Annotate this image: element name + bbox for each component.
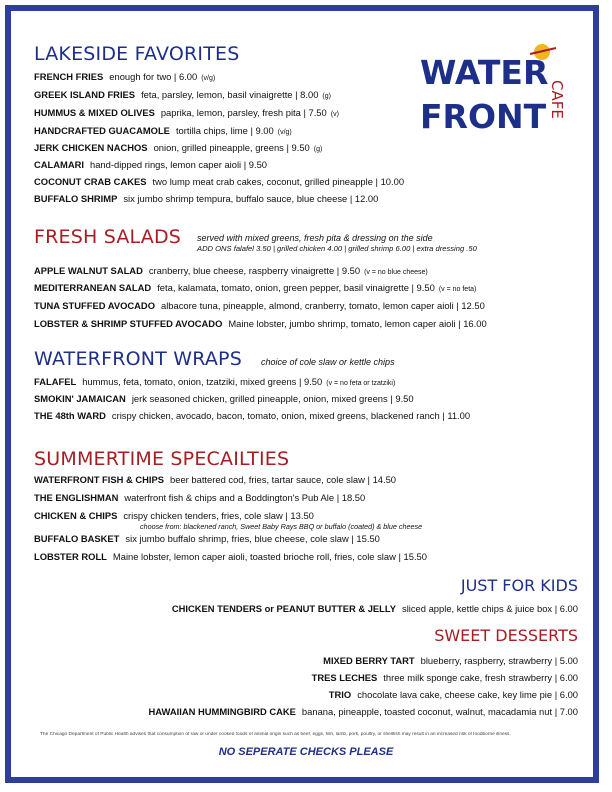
- menu-item: SMOKIN' JAMAICAN jerk seasoned chicken, grilled pineapple, onion, mixed greens | 9.50: [34, 393, 414, 404]
- salads-note: served with mixed greens, fresh pita & dressing on the side: [197, 233, 433, 243]
- wraps-note: choice of cole slaw or kettle chips: [261, 357, 395, 367]
- section-title-lakeside: LAKESIDE FAVORITES: [34, 43, 240, 65]
- menu-item: GREEK ISLAND FRIES feta, parsley, lemon, basil vinaigrette | 8.00 (g): [34, 89, 331, 100]
- menu-item: HUMMUS & MIXED OLIVES paprika, lemon, parsley, fresh pita | 7.50 (v): [34, 107, 339, 118]
- menu-item: CHICKEN & CHIPS crispy chicken tenders, fries, cole slaw | 13.50: [34, 510, 314, 521]
- menu-item: FRENCH FRIES enough for two | 6.00 (v/g): [34, 71, 216, 82]
- footer-notice: NO SEPERATE CHECKS PLEASE: [218, 746, 394, 758]
- menu-item: APPLE WALNUT SALAD cranberry, blue cheese, raspberry vinaigrette | 9.50 (v = no blue cheese): [34, 265, 428, 276]
- menu-item: WATERFRONT FISH & CHIPS beer battered cod, fries, tartar sauce, cole slaw | 14.50: [34, 474, 397, 485]
- menu-item: HANDCRAFTED GUACAMOLE tortilla chips, lime | 9.00 (v/g): [34, 125, 292, 136]
- salads-addons: ADD ONS falafel 3.50 | grilled chicken 4.00 | grilled shrimp 6.00 | extra dressing .50: [197, 244, 477, 253]
- logo-word-front: FRONT: [420, 97, 547, 136]
- menu-item: BUFFALO SHRIMP six jumbo shrimp tempura, buffalo sauce, blue cheese | 12.00: [34, 193, 379, 204]
- menu-item: FALAFEL hummus, feta, tomato, onion, tzatziki, mixed greens | 9.50 (v = no feta or tzatziki): [34, 376, 396, 387]
- menu-item: JERK CHICKEN NACHOS onion, grilled pineapple, greens | 9.50 (g): [34, 142, 323, 153]
- menu-item: TUNA STUFFED AVOCADO albacore tuna, pineapple, almond, cranberry, tomato, lemon caper aioli | 12.50: [34, 300, 485, 311]
- section-title-salads: FRESH SALADS: [34, 226, 182, 248]
- menu-item: CALAMARI hand-dipped rings, lemon caper aioli | 9.50: [34, 159, 268, 170]
- menu-item: MEDITERRANEAN SALAD feta, kalamata, tomato, onion, green pepper, basil vinaigrette | 9.50 (v = no feta): [34, 282, 477, 293]
- chicken-chips-options: choose from: blackened ranch, Sweet Baby Rays BBQ or buffalo (coated) & blue cheese: [140, 522, 423, 531]
- menu-item: BUFFALO BASKET six jumbo buffalo shrimp, fries, blue cheese, cole slaw | 15.50: [34, 533, 380, 544]
- section-title-kids: JUST FOR KIDS: [460, 576, 578, 595]
- menu-item: LOBSTER ROLL Maine lobster, lemon caper aioli, toasted brioche roll, fries, cole slaw | 15.50: [34, 551, 427, 562]
- menu-item: TRIO chocolate lava cake, cheese cake, key lime pie | 6.00: [328, 689, 578, 700]
- waterfront-cafe-logo: [420, 40, 570, 140]
- section-title-summertime: SUMMERTIME SPECAILTIES: [34, 448, 290, 470]
- menu-item: HAWAIIAN HUMMINGBIRD CAKE banana, pineapple, toasted coconut, walnut, macadamia nut | 7.00: [148, 706, 578, 717]
- health-disclaimer: The Chicago Department of Public Health advises that consumption of raw or under cooked foods of animal origin such as beef, eggs, fish, lamb, pork, poultry, or shellfish may result in an increased risk of foodborne illness.: [40, 732, 511, 737]
- menu-item: MIXED BERRY TART blueberry, raspberry, strawberry | 5.00: [323, 655, 578, 666]
- menu-item: THE ENGLISHMAN waterfront fish & chips and a Boddington's Pub Ale | 18.50: [34, 492, 366, 503]
- section-title-desserts: SWEET DESSERTS: [434, 626, 578, 645]
- menu-item: CHICKEN TENDERS or PEANUT BUTTER & JELLY sliced apple, kettle chips & juice box | 6.00: [171, 603, 578, 614]
- logo-svg: [420, 40, 570, 140]
- section-title-wraps: WATERFRONT WRAPS: [34, 348, 242, 370]
- logo-word-cafe: CAFE: [548, 80, 566, 119]
- logo-word-water: WATER: [420, 53, 549, 92]
- menu-item: TRES LECHES three milk sponge cake, fresh strawberry | 6.00: [311, 672, 578, 683]
- menu-item: LOBSTER & SHRIMP STUFFED AVOCADO Maine lobster, jumbo shrimp, tomato, lemon caper aioli | 16.00: [34, 318, 487, 329]
- menu-item: COCONUT CRAB CAKES two lump meat crab cakes, coconut, grilled pineapple | 10.00: [34, 176, 405, 187]
- menu-item: THE 48th WARD crispy chicken, avocado, bacon, tomato, onion, mixed greens, blackened ranch | 11.00: [34, 410, 471, 421]
